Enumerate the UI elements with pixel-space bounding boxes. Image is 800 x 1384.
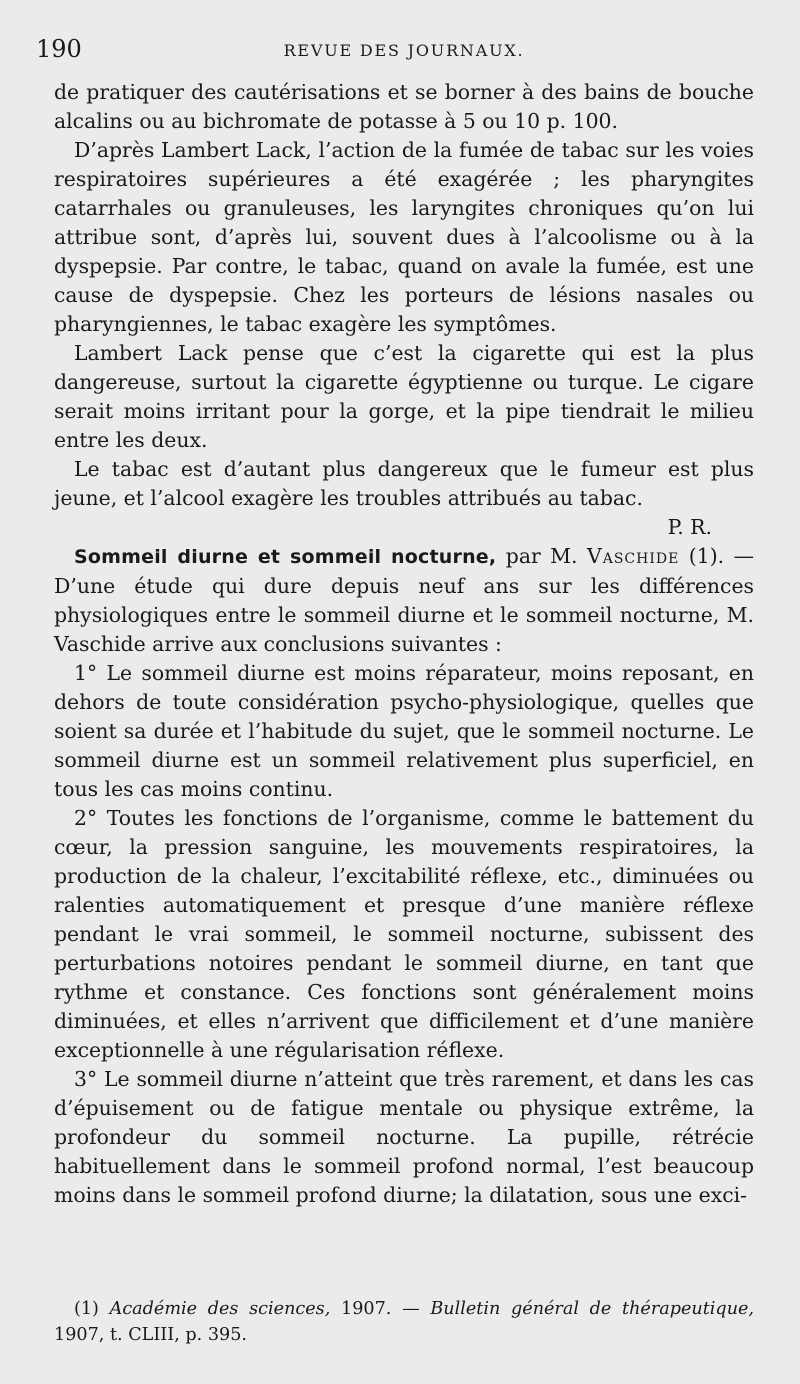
footnote-1 xyxy=(54,1296,754,1348)
conclusion-3: 3° Le sommeil diurne n’atteint que très rarement, et dans les cas d’épuisement ou de fatigue mentale ou physique extrême, la profondeur du sommeil nocturne. La pupille, rétrécie habituellement dans le sommeil profond normal, l’est beaucoup moins dans le sommeil profond diurne; la dilatation, sous une exci- xyxy=(54,1067,754,1207)
page-number: 190 xyxy=(36,35,82,63)
footnotes xyxy=(54,1296,754,1348)
footnote-source-1: Académie des sciences, xyxy=(109,1299,331,1319)
section-title: Sommeil diurne et sommeil nocturne, xyxy=(74,546,497,568)
body-text xyxy=(54,78,754,513)
footnote-details: 1907, t. CLIII, p. 395. xyxy=(54,1325,248,1345)
footnote-mark: (1) xyxy=(74,1299,99,1319)
footnote-year-1: 1907. xyxy=(341,1299,392,1319)
conclusion-1: 1° Le sommeil diurne est moins réparateur, moins reposant, en dehors de toute considération psycho-physiologique, quelles que soient sa durée et l’habitude du sujet, que le sommeil nocturne. Le sommeil diurne est un sommeil relativement plus superficiel, en tous les cas moins continu. xyxy=(54,661,754,801)
footnote-dash: — xyxy=(402,1299,420,1319)
author-signature: P. R. xyxy=(667,515,712,539)
paragraph-continuation: de pratiquer des cautérisations et se borner à des bains de bouche alcalins ou au bichromate de potasse à 5 ou 10 p. 100. xyxy=(54,80,754,133)
paragraph-tabac-age: Le tabac est d’autant plus dangereux que le fumeur est plus jeune, et l’alcool exagère les troubles attribués au tabac. xyxy=(54,457,754,510)
section-sommeil xyxy=(54,542,754,1210)
section-by: par M. xyxy=(505,544,578,568)
running-head: REVUE DES JOURNAUX. xyxy=(283,41,525,60)
footnote-source-2: Bulletin général de thérapeutique, xyxy=(430,1299,755,1319)
footnote-reference: (1). xyxy=(688,544,725,568)
page-header xyxy=(36,34,754,78)
section-heading xyxy=(54,542,754,659)
section-intro: — D’une étude qui dure depuis neuf ans sur les différences physiologiques entre le sommeil diurne et le sommeil nocturne, M. Vaschide arrive aux conclusions suivantes : xyxy=(54,544,754,656)
conclusion-2: 2° Toutes les fonctions de l’organisme, comme le battement du cœur, la pression sanguine, les mouvements respiratoires, la production de la chaleur, l’excitabilité réflexe, etc., diminuées ou ralenties automatiquement et presque d’une manière réflexe pendant le vrai sommeil, le sommeil nocturne, subissent des perturbations notoires pendant le sommeil diurne, en tant que rythme et constance. Ces fonctions sont généralement moins diminuées, et elles n’arrivent que difficilement et d’une manière exceptionnelle à une régularisation réflexe. xyxy=(54,806,754,1062)
section-author: Vaschide xyxy=(587,544,680,568)
paragraph-cigarette: Lambert Lack pense que c’est la cigarette qui est la plus dangereuse, surtout la cigarette égyptienne ou turque. Le cigare serait moins irritant pour la gorge, et la pipe tiendrait le milieu entre les deux. xyxy=(54,341,754,452)
paragraph-lambert-lack: D’après Lambert Lack, l’action de la fumée de tabac sur les voies respiratoires supérieures a été exagérée ; les pharyngites catarrhales ou granuleuses, les laryngites chroniques qu’on lui attribue sont, d’après lui, souvent dues à l’alcoolisme ou à la dyspepsie. Par contre, le tabac, quand on avale la fumée, est une cause de dyspepsie. Chez les porteurs de lésions nasales ou pharyngiennes, le tabac exagère les symptômes. xyxy=(54,138,754,336)
